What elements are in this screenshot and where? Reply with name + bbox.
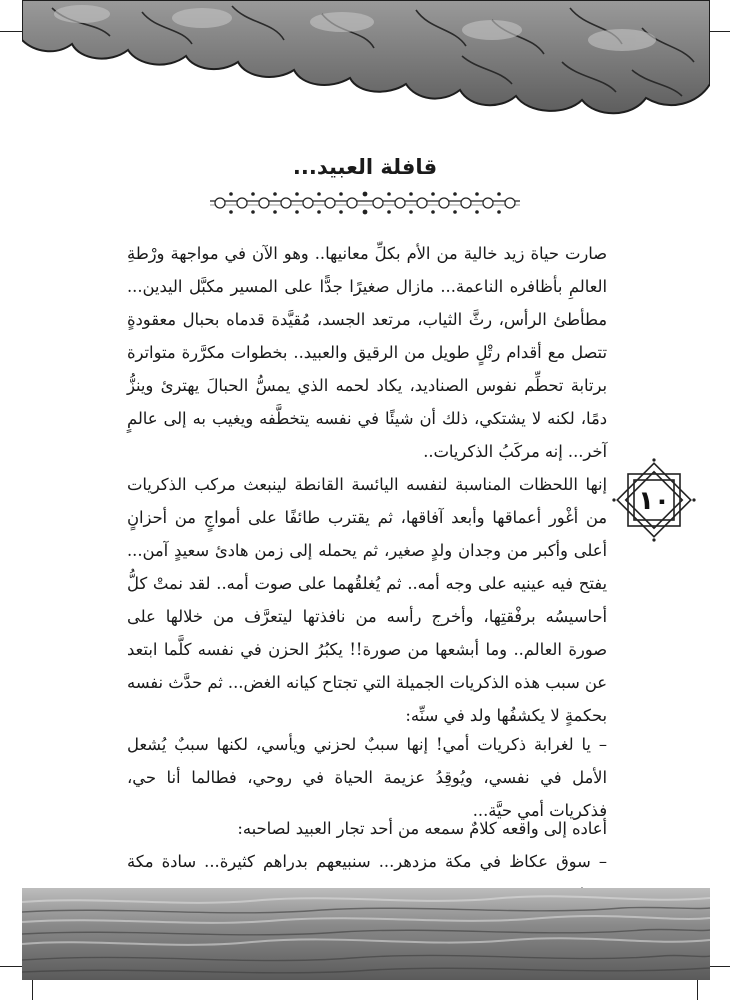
crop-mark bbox=[0, 966, 22, 967]
cloud-illustration bbox=[22, 0, 710, 122]
crop-mark bbox=[708, 966, 730, 967]
body-paragraph-3: أعاده إلى واقعه كلامٌ سمعه من أحد تجار العبيد لصاحبه: bbox=[237, 819, 607, 838]
crop-mark bbox=[708, 31, 730, 32]
body-paragraph-2: إنها اللحظات المناسبة لنفسه اليائسة القانطة لينبعث مركب الذكريات من أغْور أعماقها وأبعد آفاقها، ثم يقترب طائفًا على أمواجٍ من أحزانٍ أعلى وأكبر من وجدان ولدٍ صغير، ثم يحمله إلى زمن هادئ سعيدٍ آمن... يفتح فيه عينيه على وجه أمه.. ثم يُغلقُهما على صوت أمه.. لقد نمتْ كلُّ أحاسيسُه برفْقتِها، وأخرج رأسه من نافذتها ليتعرَّف من خلالها على صورة العالم.. وما أبشعها من صورة!! يكبُرُ الحزن في نفسه كلَّما ابتعد عن سبب هذه الذكريات الجميلة التي تجتاح كيانه الغض... ثم حدَّث نفسه بحكمةٍ لا يكشفُها ولد في سنِّه: bbox=[127, 475, 607, 725]
sea-illustration bbox=[22, 888, 710, 980]
page-number: ١٠ bbox=[638, 486, 670, 516]
body-paragraph-dialogue: – يا لغرابة ذكريات أمي! إنها سببٌ لحزني ويأسي، لكنها سببٌ يُشعل الأمل في نفسي، ويُوقِدُ عزيمة الحياة في روحي، فطالما أنا حي، فذكريات أمي حيَّة... bbox=[127, 735, 607, 820]
body-paragraph-1: صارت حياة زيد خالية من الأم بكلِّ معانيها.. وهو الآن في مواجهة ورْطةِ العالمِ بأظافره الناعمة... مازال صغيرًا جدًّا على المسير مكبَّل اليدين... مطأطئ الرأس، رثَّ الثياب، مرتعد الجسد، مُقيَّدة قدماه بحبال معقودةٍ تتصل مع أقدام رتْلٍ طويل من الرقيق والعبيد.. بخطوات مكرَّرة متواترة برتابة تحطِّم نفوس الصناديد، يكاد لحمه الذي يمسُّ الحبالَ يهترئ وينزُّ دمًا، لكنه لا يشتكي، ذلك أن شيئًا في نفسه يتخطَّفه ويغيب به إلى عالمٍ آخر... إنه مركَبُ الذكريات.. bbox=[127, 244, 607, 461]
crop-mark bbox=[697, 978, 698, 1000]
page-number-badge bbox=[612, 458, 696, 542]
crop-mark bbox=[0, 31, 22, 32]
crop-mark bbox=[32, 978, 33, 1000]
ornamental-divider bbox=[210, 188, 520, 216]
body-paragraph-dialogue-2: – سوق عكاظ في مكة مزدهر... سنبيعهم بدراهم كثيرة... سادة مكة bbox=[127, 852, 607, 871]
chapter-title: قافلة العبيد... bbox=[292, 155, 438, 179]
